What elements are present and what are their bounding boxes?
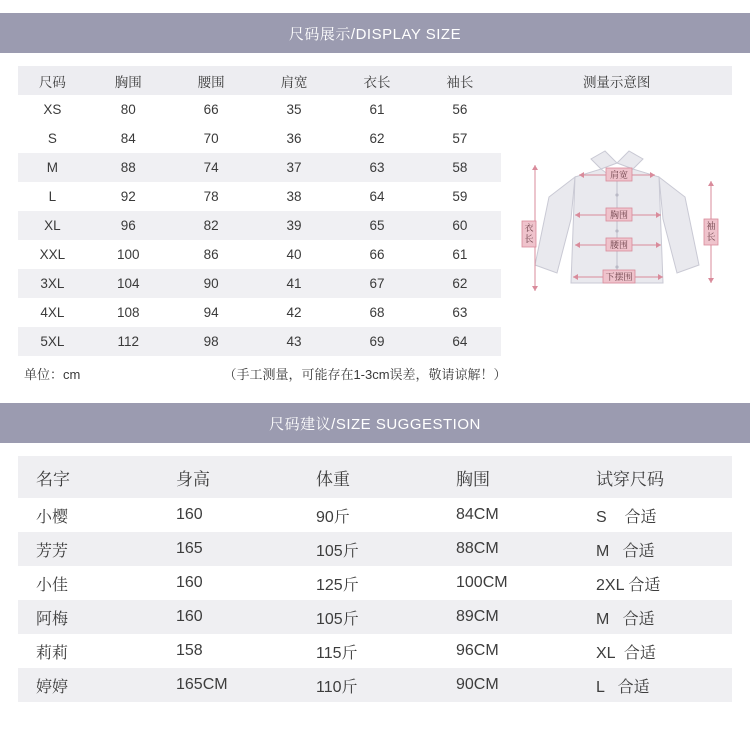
cell-shoulder: 41 (286, 276, 302, 291)
cell-shoulder: 43 (286, 334, 302, 349)
cell-try-size: L 合适 (596, 678, 650, 696)
cell-size: M (46, 160, 58, 175)
cell-weight: 125斤 (316, 576, 359, 594)
cell-weight: 110斤 (316, 678, 358, 696)
cell-shoulder: 37 (286, 160, 302, 175)
cell-try-size: 2XL 合适 (596, 576, 661, 594)
cell-sleeve: 64 (452, 334, 468, 349)
top-spacer (0, 0, 750, 13)
cell-sleeve: 57 (452, 131, 468, 146)
list-item (18, 634, 732, 668)
display-size-header (0, 13, 750, 53)
cell-height: 160 (176, 506, 203, 523)
label-length-1: 衣 (524, 222, 534, 233)
col-header-waist: 腰围 (197, 74, 225, 90)
cell-try-size: XL 合适 (596, 644, 656, 662)
cell-sleeve: 62 (452, 276, 468, 291)
cell-length: 63 (369, 160, 385, 175)
cell-length: 69 (369, 334, 385, 349)
cell-try-size: S 合适 (596, 508, 657, 526)
cell-name: 芳芳 (36, 542, 69, 560)
list-item (18, 566, 732, 600)
cell-bust: 89CM (456, 608, 499, 625)
cell-name: 阿梅 (36, 610, 69, 628)
cell-bust: 88CM (456, 540, 499, 557)
cell-size: XL (44, 218, 61, 233)
size-table-header-row (18, 66, 732, 95)
size-table (18, 66, 732, 356)
cell-bust: 100CM (456, 574, 508, 591)
label-length-2: 长 (524, 233, 534, 244)
col-header-size: 尺码 (38, 74, 66, 90)
col-header-length: 衣长 (363, 74, 391, 90)
col-header-bust: 胸围 (456, 469, 490, 489)
display-size-title: 尺码展示/DISPLAY SIZE (288, 25, 462, 43)
cell-shoulder: 42 (286, 305, 302, 320)
cell-waist: 74 (203, 160, 219, 175)
cell-height: 165CM (176, 676, 228, 693)
cell-weight: 105斤 (316, 610, 359, 628)
size-suggestion-title: 尺码建议/SIZE SUGGESTION (269, 415, 481, 433)
cell-weight: 105斤 (316, 542, 359, 560)
table-row (18, 95, 732, 124)
cell-sleeve: 56 (452, 102, 468, 117)
col-header-name: 名字 (36, 469, 70, 489)
cell-waist: 66 (203, 102, 219, 117)
col-header-height: 身高 (176, 469, 210, 489)
cell-length: 66 (369, 247, 385, 262)
cell-bust: 92 (120, 189, 136, 204)
col-header-sleeve: 袖长 (446, 74, 474, 90)
cell-try-size: M 合适 (596, 542, 655, 560)
cell-bust: 96 (120, 218, 136, 233)
cell-length: 61 (369, 102, 385, 117)
cell-waist: 70 (203, 131, 219, 146)
cell-size: L (48, 189, 57, 204)
cell-sleeve: 58 (452, 160, 468, 175)
cell-length: 64 (369, 189, 385, 204)
cell-waist: 86 (203, 247, 219, 262)
col-header-diagram: 测量示意图 (582, 74, 651, 90)
label-shoulder: 肩宽 (609, 169, 628, 180)
label-sleeve-1: 袖 (706, 220, 716, 231)
col-header-bust: 胸围 (114, 74, 142, 90)
cell-name: 莉莉 (36, 644, 69, 662)
cell-bust: 88 (120, 160, 136, 175)
cell-bust: 96CM (456, 642, 499, 659)
cell-height: 158 (176, 642, 203, 659)
col-header-shoulder: 肩宽 (280, 74, 308, 90)
cell-shoulder: 39 (286, 218, 302, 233)
cell-waist: 90 (203, 276, 219, 291)
cell-name: 小佳 (36, 576, 69, 594)
list-item (18, 600, 732, 634)
label-waist: 腰围 (609, 239, 628, 250)
cell-bust: 108 (116, 305, 140, 320)
size-note-row (0, 356, 750, 390)
cell-shoulder: 35 (286, 102, 302, 117)
cell-bust: 104 (116, 276, 140, 291)
cell-name: 小樱 (36, 508, 69, 526)
cell-length: 68 (369, 305, 385, 320)
list-item (18, 498, 732, 532)
cell-shoulder: 40 (286, 247, 302, 262)
cell-bust: 84 (120, 131, 136, 146)
garment-diagram-svg (505, 133, 729, 319)
measure-note: （手工测量，可能存在1-3cm误差，敬请谅解！） (223, 366, 507, 382)
cell-waist: 82 (203, 218, 219, 233)
garment-diagram (505, 133, 729, 319)
cell-height: 165 (176, 540, 203, 557)
cell-name: 婷婷 (36, 678, 69, 696)
cell-size: S (47, 131, 57, 146)
cell-height: 160 (176, 608, 203, 625)
col-header-weight: 体重 (316, 469, 350, 489)
cell-size: XXL (39, 247, 66, 262)
cell-sleeve: 60 (452, 218, 468, 233)
cell-shoulder: 38 (286, 189, 302, 204)
label-hem: 下摆围 (605, 271, 633, 282)
suggestion-table-container (0, 456, 750, 702)
cell-size: 5XL (40, 334, 65, 349)
cell-bust: 80 (120, 102, 136, 117)
cell-sleeve: 61 (452, 247, 468, 262)
suggestion-table (18, 456, 732, 702)
cell-sleeve: 63 (452, 305, 468, 320)
col-header-try-size: 试穿尺码 (596, 469, 664, 489)
cell-shoulder: 36 (286, 131, 302, 146)
cell-size: 3XL (40, 276, 65, 291)
cell-size: 4XL (40, 305, 65, 320)
header-gap-2 (0, 390, 750, 403)
unit-label: 单位：cm (24, 366, 81, 382)
cell-height: 160 (176, 574, 203, 591)
cell-bust: 90CM (456, 676, 499, 693)
cell-waist: 98 (203, 334, 219, 349)
cell-length: 65 (369, 218, 385, 233)
size-table-container (0, 66, 750, 356)
cell-weight: 90斤 (316, 508, 350, 526)
suggestion-header-row (18, 456, 732, 498)
cell-waist: 94 (203, 305, 219, 320)
cell-bust: 84CM (456, 506, 499, 523)
cell-bust: 100 (116, 247, 140, 262)
cell-weight: 115斤 (316, 644, 358, 662)
size-suggestion-header (0, 403, 750, 443)
label-chest: 胸围 (609, 209, 628, 220)
cell-bust: 112 (117, 334, 139, 349)
header-gap-1 (0, 53, 750, 66)
cell-try-size: M 合适 (596, 610, 655, 628)
header-gap-3 (0, 443, 750, 456)
cell-length: 62 (369, 131, 385, 146)
list-item (18, 668, 732, 702)
list-item (18, 532, 732, 566)
cell-size: XS (43, 102, 62, 117)
diagram-cell (501, 95, 732, 356)
cell-length: 67 (369, 276, 385, 291)
label-sleeve-2: 长 (706, 231, 716, 242)
cell-waist: 78 (203, 189, 219, 204)
cell-sleeve: 59 (452, 189, 468, 204)
